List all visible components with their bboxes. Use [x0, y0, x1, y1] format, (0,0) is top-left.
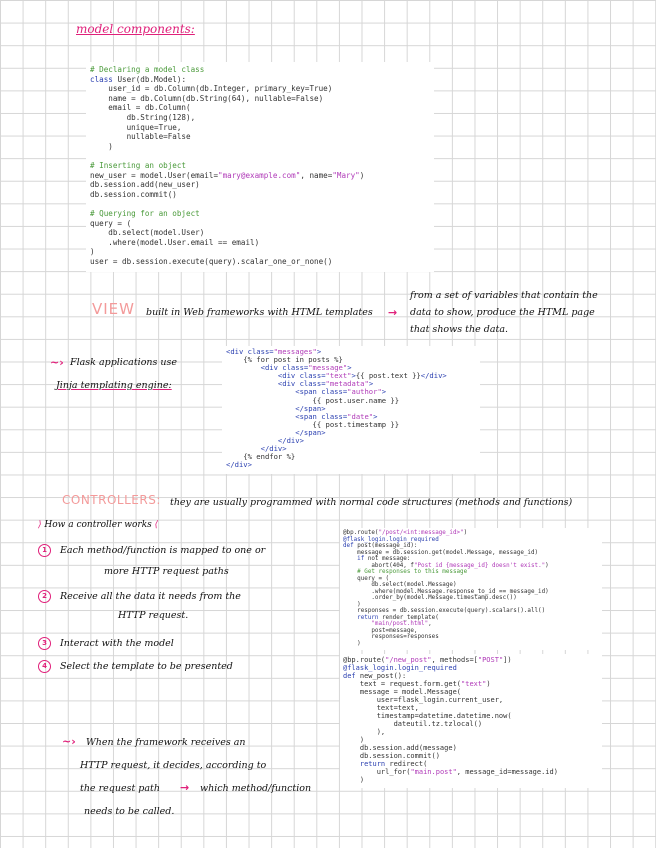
code-line: ) [343, 640, 361, 647]
code-line [90, 199, 430, 209]
view-title: VIEW [92, 300, 135, 318]
how-controller-works-heading: ⟩ How a controller works ⟨ [38, 520, 159, 530]
code-line: responses=responses [343, 634, 439, 640]
code-line: db.session.add(new_user) [90, 180, 200, 190]
code-line: timestamp=datetime.datetime.now( [343, 712, 512, 720]
code-line: </div> [226, 460, 252, 470]
code-line: return redirect( [343, 760, 428, 768]
code-line: db.session.commit() [343, 752, 440, 760]
code-line: ) [343, 601, 361, 608]
code-line: ), [343, 728, 386, 736]
code-line: db.session.commit() [90, 189, 177, 199]
code-line: # Declaring a model class [90, 65, 205, 74]
note-line-2: HTTP request, it decides, according to [80, 760, 267, 771]
squiggle-arrow-icon: ~› [50, 356, 64, 369]
code-line: ) [343, 776, 365, 784]
model-components-heading: model components: [76, 22, 195, 36]
code-line: @bp.route("/new_post", methods=["POST"]) [343, 656, 512, 664]
code-line: text = request.form.get("text") [343, 680, 491, 688]
code-line: ) [90, 247, 95, 257]
code-line: <span class="author"> [226, 387, 387, 397]
code-line [90, 151, 430, 161]
arrow-icon: → [180, 781, 190, 794]
code-line: if not message: [343, 556, 411, 562]
step-2-number: 2 [38, 590, 51, 603]
code-line: "main/post.html", [371, 621, 432, 627]
step-2-line-2: HTTP request. [118, 610, 189, 621]
code-line: # Get responses to this message [343, 569, 468, 575]
step-3-number: 3 [38, 637, 51, 650]
flask-note-line-2: Jinja templating engine: [56, 380, 172, 391]
step-2-line-1: Receive all the data it needs from the [60, 591, 241, 602]
squiggle-arrow-icon: ~› [62, 735, 76, 748]
flask-note-line-1: Flask applications use [70, 357, 178, 368]
code-line: return render_template( [343, 614, 439, 621]
step-3-line-1: Interact with the model [60, 638, 174, 649]
step-4-line-1: Select the template to be presented [60, 661, 233, 672]
code-line: </div> [226, 436, 304, 446]
step-1-number: 1 [38, 544, 51, 557]
code-line: <div class="messages"> [226, 347, 322, 356]
code-line: .where(model.Message.response_to_id == message_id) [343, 588, 549, 595]
note-line-1: When the framework receives an [86, 737, 246, 748]
note-line-5: needs to be called. [84, 806, 175, 817]
code-line: def post(message_id): [343, 543, 418, 549]
step-4-number: 4 [38, 660, 51, 673]
code-line: db.select(model.Message) [343, 582, 457, 588]
code-line: text=text, [343, 704, 419, 712]
code-line: dateutil.tz.tzlocal() [343, 720, 483, 728]
view-right-line-1: from a set of variables that contain the [410, 290, 598, 301]
code-line: abort(404, f"Post id {message_id} doesn't exist.") [343, 562, 549, 569]
code-line: @bp.route("/post/<int:message_id>") [343, 530, 468, 536]
code-line: <div class="message"> [226, 363, 352, 373]
code-line: new_user = model.User(email="mary@example.com", name="Mary") [90, 170, 365, 180]
code-line: user=flask_login.current_user, [343, 696, 504, 704]
code-line: {% for post in posts %} [226, 355, 343, 365]
code-line: .where(model.User.email == email) [90, 237, 260, 247]
code-line: .order_by(model.Message.timestamp.desc()) [343, 595, 517, 601]
code-line: </div> [226, 444, 287, 454]
model-code-block [86, 62, 434, 272]
code-line: ) [343, 736, 365, 744]
code-line: db.select(model.User) [90, 228, 205, 238]
code-line: @flask_login.login_required [343, 664, 457, 672]
view-right-line-2: data to show, produce the HTML page [410, 307, 595, 318]
how-controller-works-label: How a controller works [44, 520, 152, 530]
controller-post-code-block [340, 528, 602, 650]
note-line-4: which method/function [200, 783, 312, 794]
code-line: unique=True, [90, 122, 182, 132]
code-line: </span> [226, 427, 326, 437]
arrow-icon: → [388, 306, 398, 319]
code-line: message = model.Message( [343, 688, 462, 696]
code-line: name = db.Column(db.String(64), nullable=False) [90, 93, 324, 103]
code-line: {{ post.user.name }} [226, 395, 400, 405]
code-line: db.String(128), [90, 112, 196, 122]
code-line: url_for("main.post", message_id=message.id) [343, 768, 558, 776]
code-line: email = db.Column( [90, 103, 191, 113]
code-line: class User(db.Model): [90, 74, 187, 84]
step-1-line-2: more HTTP request paths [104, 566, 229, 577]
code-line: def new_post(): [343, 672, 407, 680]
code-line: nullable=False [90, 132, 191, 142]
code-line: # Inserting an object [90, 160, 187, 170]
code-line: post=message, [343, 627, 418, 634]
code-line: <span class="date"> [226, 411, 378, 421]
code-line: <div class="text">{{ post.text }}</div> [226, 371, 447, 381]
code-line: <div class="metadata"> [226, 379, 374, 389]
view-description: built in Web frameworks with HTML templates [146, 307, 373, 318]
code-line: </span> [226, 403, 326, 413]
code-line: @flask_login.login_required [343, 536, 439, 543]
code-line: ) [90, 141, 113, 151]
code-line: # Querying for an object [90, 208, 200, 218]
code-line: query = ( [90, 218, 132, 228]
view-right-line-3: that shows the data. [410, 324, 509, 335]
code-line: query = ( [343, 575, 390, 582]
jinja-template-code-block [222, 346, 480, 474]
note-line-3: the request path [80, 783, 160, 794]
step-1-line-1: Each method/function is mapped to one or [60, 545, 266, 556]
code-line: message = db.session.get(model.Message, message_id) [343, 549, 539, 556]
code-line: responses = db.session.execute(query).scalars().all() [343, 608, 546, 614]
controllers-title: CONTROLLERS: [62, 493, 161, 507]
code-line: {{ post.timestamp }} [226, 419, 400, 429]
code-line: {% endfor %} [226, 452, 296, 462]
code-line: db.session.add(message) [343, 744, 457, 752]
code-line: user = db.session.execute(query).scalar_one_or_none() [90, 256, 333, 266]
controller-new-post-code-block [340, 654, 602, 788]
code-line: user_id = db.Column(db.Integer, primary_key=True) [90, 84, 333, 94]
controllers-description: they are usually programmed with normal code structures (methods and functions) [170, 497, 573, 508]
